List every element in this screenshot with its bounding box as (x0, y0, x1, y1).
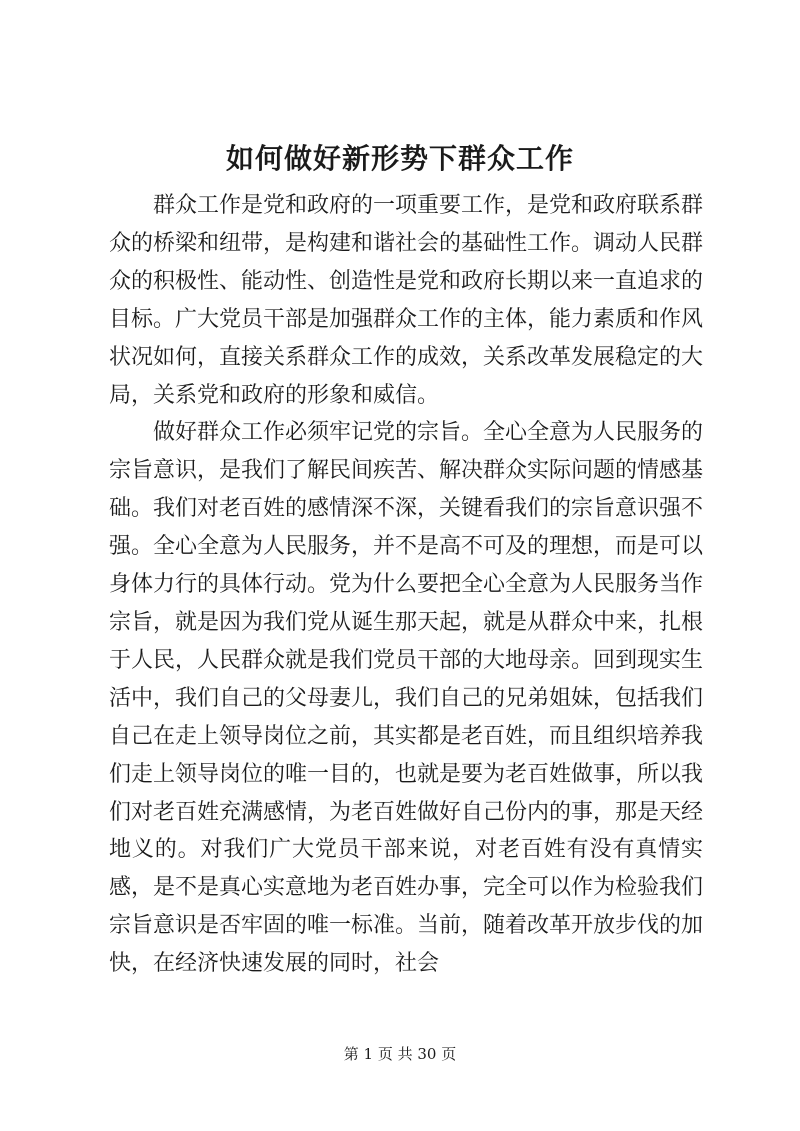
paragraph-1: 群众工作是党和政府的一项重要工作，是党和政府联系群众的桥梁和纽带，是构建和谐社会的基础性工作。调动人民群众的积极性、能动性、创造性是党和政府长期以来一直追求的目标。广大党员干部是加强群众工作的主体，能力素质和作风状况如何，直接关系群众工作的成效，关系改革发展稳定的大局，关系党和政府的形象和威信。 (109, 193, 704, 408)
document-title: 如何做好新形势下群众工作 (225, 142, 574, 175)
document-body (109, 187, 703, 983)
paragraph-2: 做好群众工作必须牢记党的宗旨。全心全意为人民服务的宗旨意识，是我们了解民间疾苦、解决群众实际问题的情感基础。我们对老百姓的感情深不深，关键看我们的宗旨意识强不强。全心全意为人民服务，并不是高不可及的理想，而是可以身体力行的具体行动。党为什么要把全心全意为人民服务当作宗旨，就是因为我们党从诞生那天起，就是从群众中来，扎根于人民，人民群众就是我们党员干部的大地母亲。回到现实生活中，我们自己的父母妻儿，我们自己的兄弟姐妹，包括我们自己在走上领导岗位之前，其实都是老百姓，而且组织培养我们走上领导岗位的唯一目的，也就是要为老百姓做事，所以我们对老百姓充满感情，为老百姓做好自己份内的事，那是天经地义的。对我们广大党员干部来说，对老百姓有没有真情实感，是不是真心实意地为老百姓办事，完全可以作为检验我们宗旨意识是否牢固的唯一标准。当前，随着改革开放步伐的加快，在经济快速发展的同时，社会 (109, 420, 704, 977)
page-number: 第 1 页 共 30 页 (343, 1045, 457, 1063)
